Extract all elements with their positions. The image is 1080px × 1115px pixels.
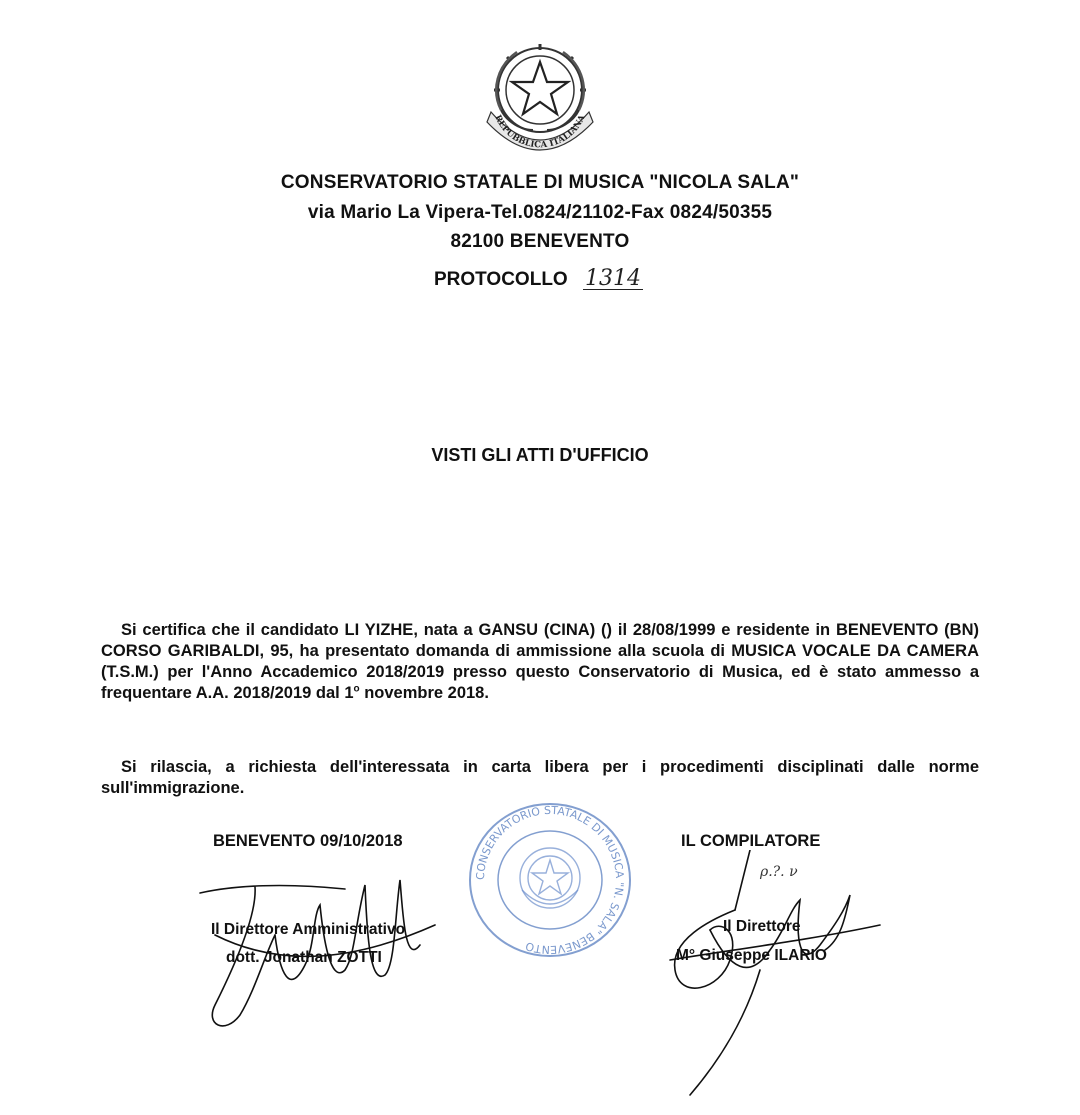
- administrative-director-role: Il Direttore Amministrativo: [211, 921, 406, 938]
- certification-text-end: novembre 2018.: [359, 684, 489, 702]
- protocol-number: 1314: [585, 266, 641, 291]
- director-signature-icon: [650, 850, 890, 1100]
- place-date: BENEVENTO 09/10/2018: [213, 832, 403, 850]
- release-paragraph: Si rilascia, a richiesta dell'interessata in carta libera per i procedimenti disciplinati dalle norme sull'immigrazione.: [101, 758, 979, 797]
- director-role: Il Direttore: [723, 918, 801, 935]
- institution-name: CONSERVATORIO STATALE DI MUSICA "NICOLA SALA": [280, 172, 800, 193]
- director-name: M° Giuseppe ILARIO: [676, 947, 827, 964]
- administrative-director-name: dott. Jonathan ZOTTI: [226, 949, 382, 966]
- certification-paragraph: [101, 620, 979, 704]
- stamp-text: CONSERVATORIO STATALE DI MUSICA "N. SALA" BENEVENTO: [473, 803, 627, 957]
- compilatore-label: IL COMPILATORE: [681, 832, 821, 850]
- protocol-label: PROTOCOLLO: [434, 269, 568, 290]
- italian-republic-emblem-icon: [477, 30, 603, 158]
- official-stamp-icon: [466, 800, 634, 960]
- emblem-ribbon-text: REPUBBLICA ITALIANA: [492, 113, 588, 151]
- ordinal-superscript: o: [353, 683, 360, 695]
- institution-address: via Mario La Vipera-Tel.0824/21102-Fax 0824/50355: [307, 202, 773, 223]
- institution-city: 82100 BENEVENTO: [450, 231, 630, 252]
- certification-text: Si certifica che il candidato LI YIZHE, nata a GANSU (CINA) () il 28/08/1999 e residente in BENEVENTO (BN) CORSO GARIBALDI, 95, ha presentato domanda di ammissione alla scuola di MUSICA VOCALE DA CAMERA (T.S.M.) per l'Anno Accademico 2018/2019 presso questo Conservatorio di Musica, ed è stato ammesso a frequentare A.A. 2018/2019 dal 1: [101, 621, 979, 702]
- compilatore-initials: ρ.?. ν: [760, 864, 798, 880]
- section-heading: VISTI GLI ATTI D'UFFICIO: [431, 445, 649, 465]
- protocol-line: [434, 266, 643, 291]
